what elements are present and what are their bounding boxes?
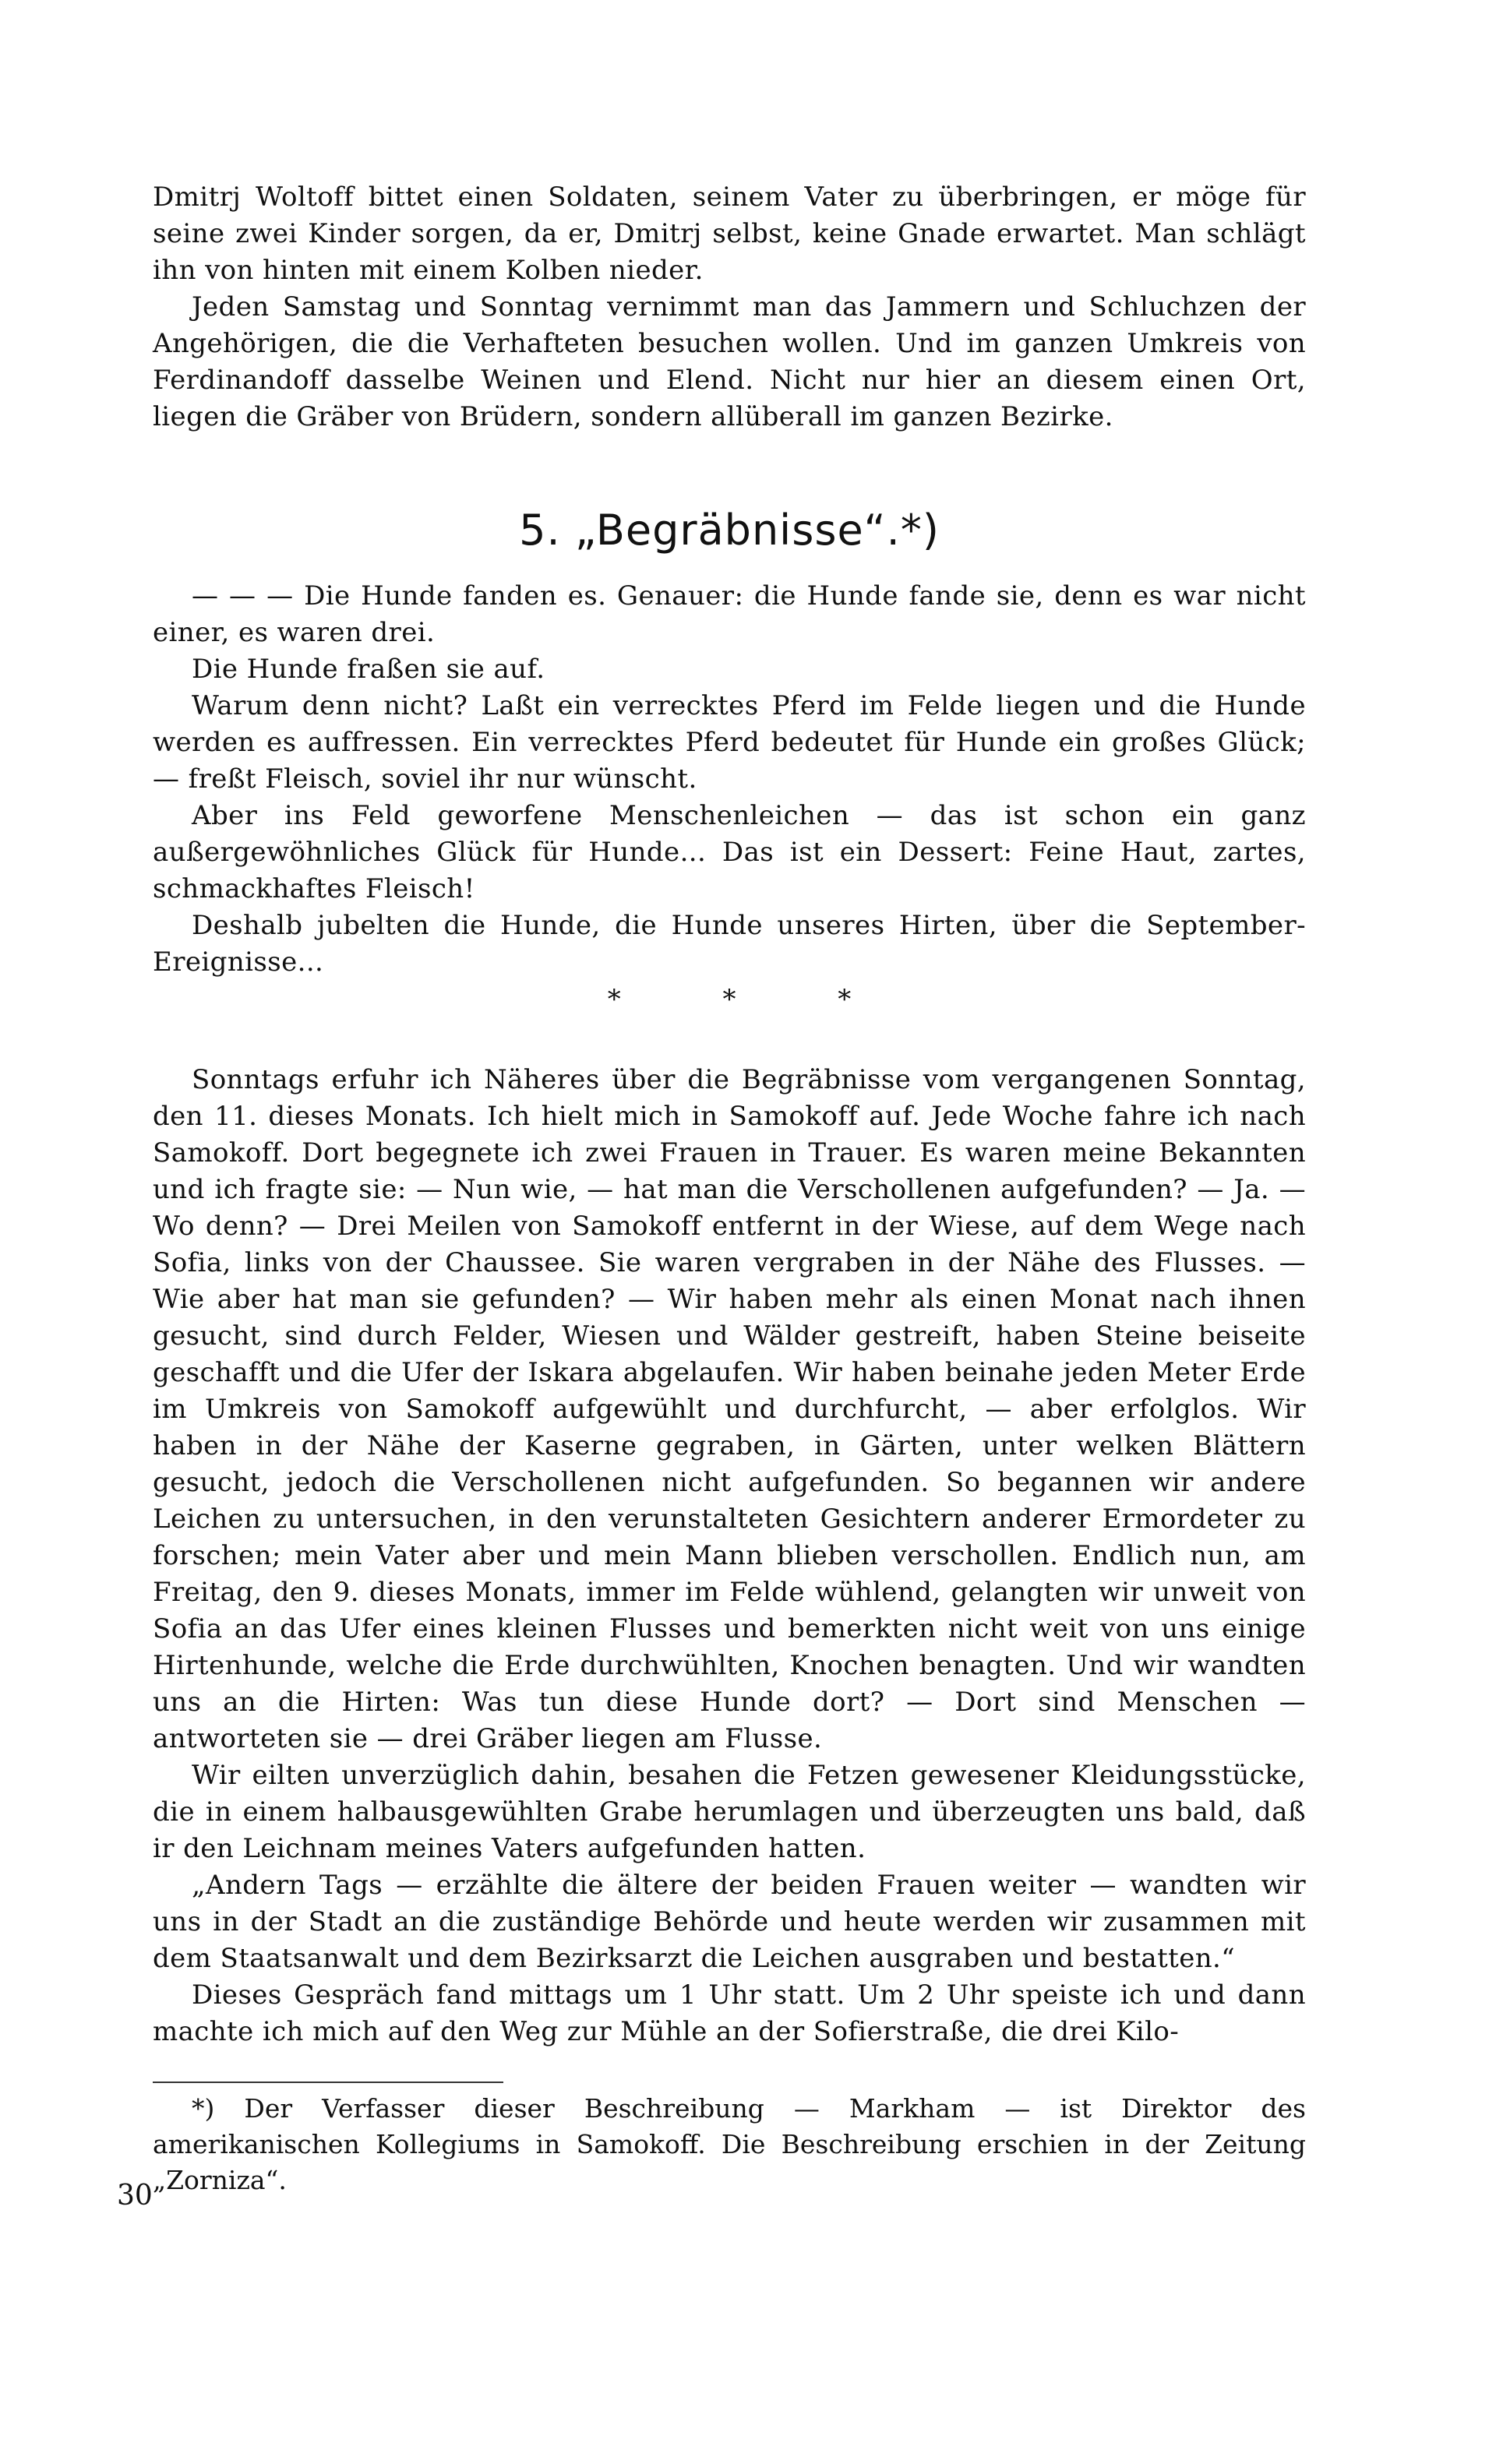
paragraph: Sonntags erfuhr ich Näheres über die Begräbnisse vom vergangenen Sonntag, den 11. dieses Monats. Ich hielt mich in Samokoff auf. Jede Woche fahre ich nach Samokoff. Dort begegnete ich zwei Frauen in Trauer. Es waren meine Bekannten und ich fragte sie: — Nun wie, — hat man die Verschollenen aufgefunden? — Ja. — Wo denn? — Drei Meilen von Samokoff entfernt in der Wiese, auf dem Wege nach Sofia, links von der Chaussee. Sie waren vergraben in der Nähe des Flusses. — Wie aber hat man sie gefunden? — Wir haben mehr als einen Monat nach ihnen gesucht, sind durch Felder, Wiesen und Wälder gestreift, haben Steine beiseite geschafft und die Ufer der Iskara abgelaufen. Wir haben beinahe jeden Meter Erde im Umkreis von Samokoff aufgewühlt und durchfurcht, — aber erfolglos. Wir haben in der Nähe der Kaserne gegraben, in Gärten, unter welken Blättern gesucht, jedoch die Verschollenen nicht aufgefunden. So begannen wir andere Leichen zu untersuchen, in den verunstalteten Gesichtern anderer Ermordeter zu forschen; mein Vater aber und mein Mann blieben verschollen. Endlich nun, am Freitag, den 9. dieses Monats, immer im Felde wühlend, gelangten wir unweit von Sofia an das Ufer eines kleinen Flusses und bemerkten nicht weit von uns einige Hirtenhunde, welche die Erde durchwühlten, Knochen benagten. Und wir wandten uns an die Hirten: Was tun diese Hunde dort? — Dort sind Menschen — antworteten sie — drei Gräber liegen am Flusse. [153, 1064, 1306, 1754]
continued-text-block [153, 179, 1306, 435]
footnote: *) Der Verfasser dieser Beschreibung — Markham — ist Direktor des amerikanischen Kollegiums in Samokoff. Die Beschreibung erschien in der Zeitung „Zorniza“. [153, 2093, 1306, 2195]
paragraph: Jeden Samstag und Sonntag vernimmt man das Jammern und Schluchzen der Angehörigen, die die Verhafteten besuchen wollen. Und im ganzen Umkreis von Ferdinandoff dasselbe Weinen und Elend. Nicht nur hier an diesem einen Ort, liegen die Gräber von Brüdern, sondern allüberall im ganzen Bezirke. [153, 291, 1306, 432]
page-number: 30 [117, 2180, 153, 2212]
footnote-divider [153, 2082, 503, 2083]
paragraph: Warum denn nicht? Laßt ein verrecktes Pferd im Felde liegen und die Hunde werden es auffressen. Ein verrecktes Pferd bedeutet für Hunde ein großes Glück; — freßt Fleisch, soviel ihr nur wünscht. [153, 690, 1306, 795]
paragraph: Dieses Gespräch fand mittags um 1 Uhr statt. Um 2 Uhr speiste ich und dann machte ich mich auf den Weg zur Mühle an der Sofierstraße, die drei Kilo- [153, 1979, 1306, 2047]
section-heading: 5. „Begräbnisse“.*) [519, 506, 940, 555]
section-separator: * * * [607, 984, 898, 1015]
paragraph: — — — Die Hunde fanden es. Genauer: die Hunde fande sie, denn es war nicht einer, es waren drei. [153, 580, 1306, 648]
paragraph: Dmitrj Woltoff bittet einen Soldaten, seinem Vater zu überbringen, er möge für seine zwei Kinder sorgen, da er, Dmitrj selbst, keine Gnade erwartet. Man schlägt ihn von hinten mit einem Kolben nieder. [153, 182, 1306, 286]
paragraph: Deshalb jubelten die Hunde, die Hunde unseres Hirten, über die September-Ereignisse... [153, 910, 1306, 978]
paragraph: Aber ins Feld geworfene Menschenleichen — das ist schon ein ganz außergewöhnliches Glück für Hunde... Das ist ein Dessert: Feine Haut, zartes, schmackhaftes Fleisch! [153, 800, 1306, 904]
paragraph: „Andern Tags — erzählte die ältere der beiden Frauen weiter — wandten wir uns in der Stadt an die zuständige Behörde und heute werden wir zusammen mit dem Staatsanwalt und dem Bezirksarzt die Leichen ausgraben und bestatten.“ [153, 1870, 1306, 1974]
body-text-block [153, 1062, 1306, 2050]
paragraph: Die Hunde fraßen sie auf. [192, 654, 545, 685]
section-text-block [153, 578, 1306, 981]
book-page [153, 179, 1306, 2407]
paragraph: Wir eilten unverzüglich dahin, besahen die Fetzen gewesener Kleidungsstücke, die in einem halbausgewühlten Grabe herumlagen und überzeugten uns bald, daß ir den Leichnam meines Vaters aufgefunden hatten. [153, 1760, 1306, 1864]
